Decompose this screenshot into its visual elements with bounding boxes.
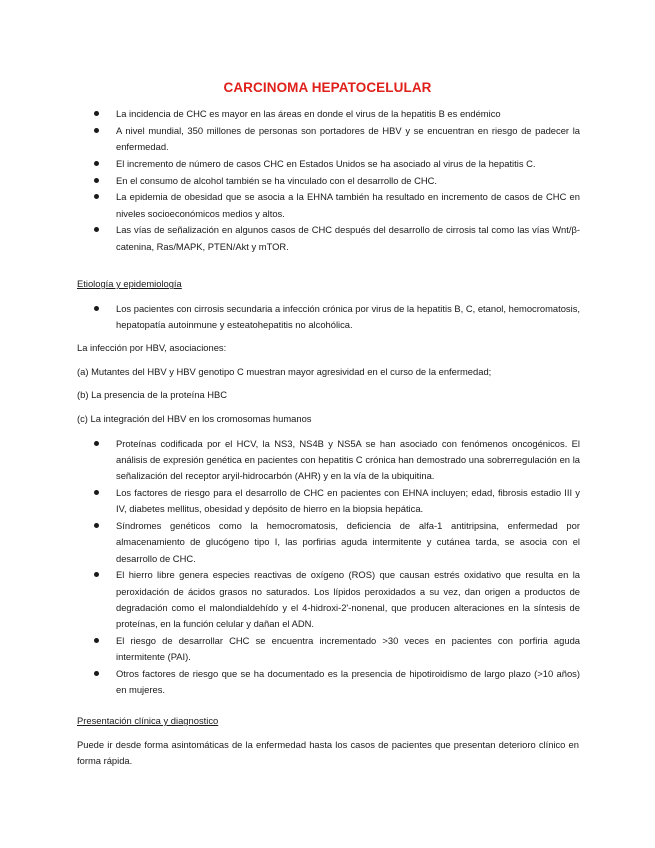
bullet-icon	[94, 638, 99, 643]
bullet-icon	[94, 128, 99, 133]
list-item-text: A nivel mundial, 350 millones de personas son portadores de HBV y se encuentran en riesgo de padecer la enfermedad.	[116, 124, 580, 152]
list-item-text: Otros factores de riesgo que se ha documentado es la presencia de hipotiroidismo de largo plazo (>10 años) en mujeres.	[116, 667, 580, 696]
list-item	[0, 106, 580, 122]
list-item	[0, 301, 580, 333]
bullet-icon	[94, 161, 99, 166]
list-item	[0, 222, 580, 254]
bullet-icon	[94, 306, 99, 311]
list-item-text: El riesgo de desarrollar CHC se encuentra incrementado >30 veces en pacientes con porfiria aguda intermitente (PAI).	[116, 634, 580, 663]
hbv-item-a: (a) Mutantes del HBV y HBV genotipo C muestran mayor agresividad en el curso de la enfermedad;	[77, 366, 492, 377]
bullet-icon	[94, 671, 99, 676]
list-item	[0, 123, 580, 155]
hbv-item-c: (c) La integración del HBV en los cromosomas humanos	[77, 413, 312, 424]
list-item	[0, 156, 580, 172]
list-item	[0, 485, 580, 517]
bullet-icon	[94, 490, 99, 495]
list-item-text: La incidencia de CHC es mayor en las áreas en donde el virus de la hepatitis B es endémico	[116, 108, 501, 119]
hbv-intro: La infección por HBV, asociaciones:	[77, 342, 227, 353]
list-item	[0, 189, 580, 221]
hbv-item-b: (b) La presencia de la proteína HBC	[77, 389, 228, 400]
section-heading-etiologia: Etiología y epidemiología	[77, 278, 182, 289]
list-item-text: En el consumo de alcohol también se ha vinculado con el desarrollo de CHC.	[116, 174, 438, 186]
list-item-text: Las vías de señalización en algunos casos de CHC después del desarrollo de cirrosis tal como las vías Wnt/β-catenina, Ras/MAPK, PTEN/Akt y mTOR.	[116, 224, 580, 252]
list-item	[0, 666, 580, 698]
list-item-text: Los pacientes con cirrosis secundaria a infección crónica por virus de la hepatitis B, C, etanol, hemocromatosis, hepatopatía autoinmune y esteatohepatitis no alcohólica.	[116, 303, 580, 331]
page-title: CARCINOMA HEPATOCELULAR	[223, 80, 432, 95]
risk-factors-bullet-list	[0, 436, 580, 699]
list-item	[0, 567, 580, 632]
list-item-text: Los factores de riesgo para el desarrollo de CHC en pacientes con EHNA incluyen; edad, fibrosis estadio III y IV, diabetes mellitus, obesidad y depósito de hierro en la biopsia hepática.	[116, 487, 580, 515]
list-item-text: Síndromes genéticos como la hemocromatosis, deficiencia de alfa-1 antitripsina, enfermedad por almacenamiento de glucógeno tipo I, las porfirias aguda intermitente y cutánea tarda, se asocia con el desarrollo de CHC.	[116, 520, 580, 564]
list-item-text: Proteínas codificada por el HCV, la NS3, NS4B y NS5A se han asociado con fenómenos oncogénicos. El análisis de expresión genética en pacientes con hepatitis C crónica han demostrado una sobrerregulación en la señalización del receptor aryil-hidrocarbón (AHR) y en la vía de la ubiquitina.	[116, 438, 580, 482]
list-item	[0, 436, 580, 485]
bullet-icon	[94, 194, 99, 199]
presentacion-paragraph: Puede ir desde forma asintomáticas de la enfermedad hasta los casos de pacientes que presentan deterioro clínico en forma rápida.	[77, 739, 579, 767]
list-item	[0, 633, 580, 665]
bullet-icon	[94, 523, 99, 528]
list-item-text: El incremento de número de casos CHC en Estados Unidos se ha asociado al virus de la hepatitis C.	[116, 157, 536, 169]
section-heading-presentacion: Presentación clínica y diagnostico	[77, 715, 219, 726]
list-item	[0, 518, 580, 567]
list-item-text: El hierro libre genera especies reactivas de oxígeno (ROS) que causan estrés oxidativo que resulta en la peroxidación de ácidos grasos no saturados. Los lípidos peroxidados a su vez, dan origen a productos de degradación como el malondialdehído y el 4-hidroxi-2'-nonenal, que producen alteraciones en la síntesis de proteínas, en la función celular y dañan el ADN.	[116, 569, 580, 630]
list-item-text: La epidemia de obesidad que se asocia a la EHNA también ha resultado en incremento de casos de CHC en niveles socioeconómicos medios y altos.	[116, 191, 580, 219]
intro-bullet-list	[0, 106, 580, 255]
bullet-icon	[94, 111, 99, 116]
list-item	[0, 173, 580, 189]
etiologia-bullet-list	[0, 301, 580, 334]
bullet-icon	[94, 572, 99, 577]
bullet-icon	[94, 178, 99, 183]
bullet-icon	[94, 227, 99, 232]
bullet-icon	[94, 441, 99, 446]
